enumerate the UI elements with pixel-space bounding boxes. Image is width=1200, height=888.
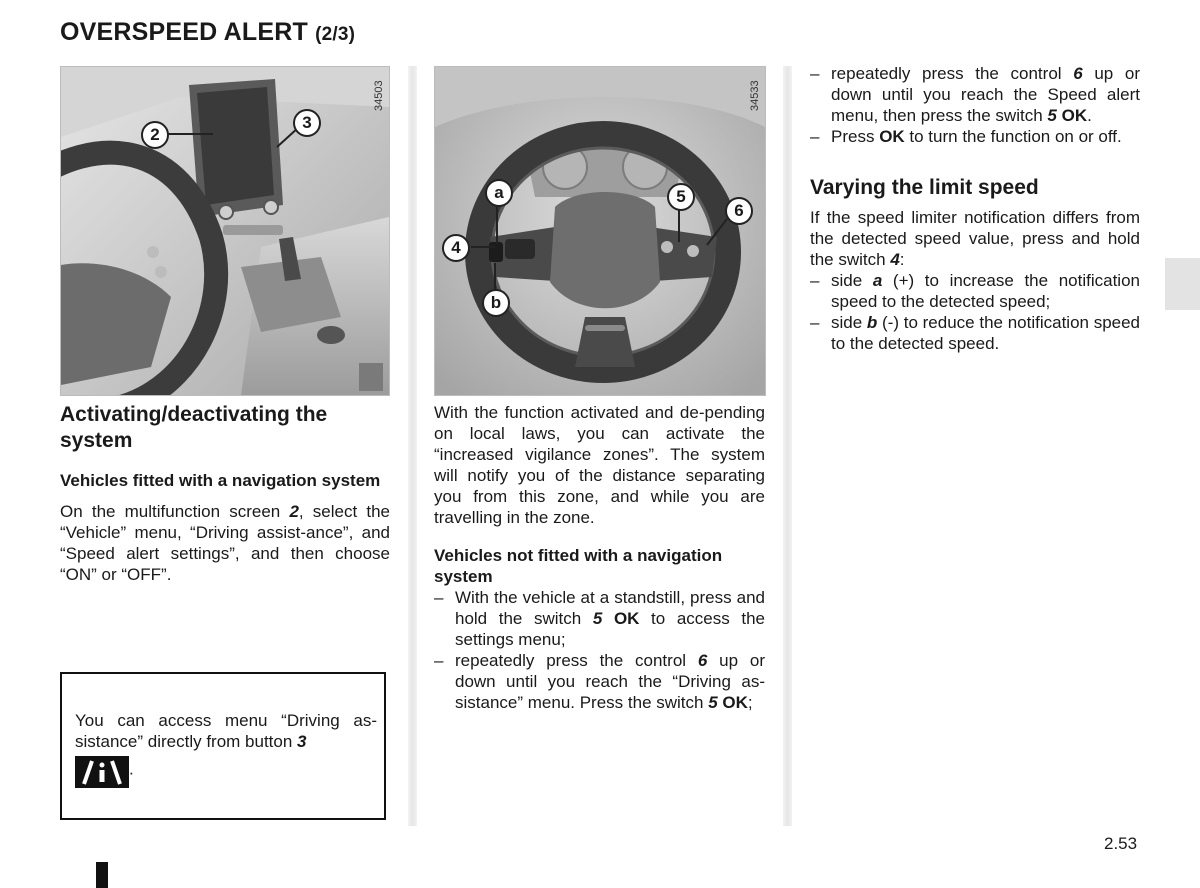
text-run: (-) to reduce the notification speed to the detected speed. bbox=[831, 313, 1141, 353]
ref-number: 6 bbox=[697, 651, 708, 670]
text-run: , select the “Vehicle” menu, “Driving assist-ance”, and “Speed alert settings”, and then choose “ON” or “OFF”. bbox=[60, 502, 390, 584]
callout-5: 5 bbox=[667, 183, 695, 211]
ok-label: OK bbox=[1061, 106, 1088, 125]
ref-letter: a bbox=[872, 271, 883, 290]
column-separator bbox=[408, 66, 417, 826]
text-run: With the vehicle at a standstill, press and hold the switch bbox=[455, 588, 765, 628]
title-main: OVERSPEED ALERT bbox=[60, 18, 308, 46]
column-3 bbox=[810, 63, 1140, 354]
dashboard-screen-photo bbox=[60, 66, 390, 396]
page-number: 2.53 bbox=[1104, 834, 1138, 853]
text-run: . bbox=[1087, 106, 1092, 125]
column-separator bbox=[783, 66, 792, 826]
column-2 bbox=[434, 402, 765, 713]
text-run: If the speed limiter notification differs from the detected speed value, press and hold the switch bbox=[810, 208, 1140, 269]
text-run: side bbox=[831, 271, 873, 290]
ref-number: 4 bbox=[890, 250, 900, 269]
list-item bbox=[434, 587, 765, 650]
list-item bbox=[434, 650, 765, 713]
paragraph bbox=[60, 501, 390, 585]
list-item bbox=[810, 126, 1140, 147]
section-heading: Varying the limit speed bbox=[810, 176, 1039, 199]
section-heading: Activating/deactivating the system bbox=[60, 403, 328, 452]
list-item bbox=[810, 312, 1140, 354]
ref-letter: b bbox=[866, 313, 878, 332]
text-run: up or down until you reach the “Driving as-sistance” menu. Press the switch bbox=[455, 651, 765, 712]
figure-ref-number: 34503 bbox=[373, 80, 385, 111]
footer-bar bbox=[96, 862, 108, 888]
ref-number: 5 bbox=[708, 693, 718, 712]
text-run: side bbox=[831, 313, 867, 332]
paragraph bbox=[810, 207, 1140, 270]
callout-4: 4 bbox=[442, 234, 470, 262]
page-title bbox=[60, 18, 355, 47]
text-run: to access the settings menu; bbox=[455, 609, 765, 649]
text-run: . bbox=[129, 759, 134, 779]
column-1 bbox=[60, 402, 390, 585]
figure-ref-number: 34533 bbox=[749, 80, 761, 111]
ok-label: OK bbox=[879, 127, 905, 146]
note-text bbox=[75, 710, 377, 788]
section-subheading: Vehicles fitted with a navigation system bbox=[60, 471, 381, 490]
title-suffix: (2/3) bbox=[315, 24, 356, 45]
text-run: repeatedly press the control bbox=[831, 64, 1074, 83]
callout-6: 6 bbox=[725, 197, 753, 225]
callout-b: b bbox=[482, 289, 510, 317]
text-run: (+) to increase the notification speed to the detected speed; bbox=[831, 271, 1140, 311]
steering-wheel-photo bbox=[434, 66, 766, 396]
ref-number: 5 bbox=[1047, 106, 1057, 125]
callout-2: 2 bbox=[141, 121, 169, 149]
text-run: : bbox=[899, 250, 905, 269]
callout-3: 3 bbox=[293, 109, 321, 137]
text-run: Press bbox=[831, 127, 880, 146]
note-box bbox=[60, 672, 386, 820]
text-run: repeatedly press the control bbox=[455, 651, 698, 670]
text-run: You can access menu “Driving as-sistance” directly from button bbox=[75, 711, 377, 751]
text-run: ; bbox=[747, 693, 753, 712]
ref-number: 5 bbox=[592, 609, 603, 628]
text-run: up or down until you reach the Speed alert menu, then press the switch bbox=[831, 64, 1140, 125]
ref-number: 3 bbox=[297, 732, 307, 751]
section-subheading: Vehicles not fitted with a navigation system bbox=[434, 546, 723, 586]
paragraph: With the function activated and de-pending on local laws, you can activate the “increased vigilance zones”. The system will notify you of the distance separating you from this zone, and while you are travelling in the zone. bbox=[434, 403, 765, 527]
list-item bbox=[810, 270, 1140, 312]
driving-assistance-button-icon bbox=[75, 756, 129, 788]
callout-a: a bbox=[485, 179, 513, 207]
ok-label: OK bbox=[613, 609, 640, 628]
ok-label: OK bbox=[722, 693, 748, 712]
section-tab-marker bbox=[1165, 258, 1200, 310]
text-run: to turn the function on or off. bbox=[904, 127, 1122, 146]
ref-number: 6 bbox=[1073, 64, 1083, 83]
text-run: On the multifunction screen bbox=[60, 502, 290, 521]
ref-number: 2 bbox=[289, 502, 299, 521]
list-item bbox=[810, 63, 1140, 126]
